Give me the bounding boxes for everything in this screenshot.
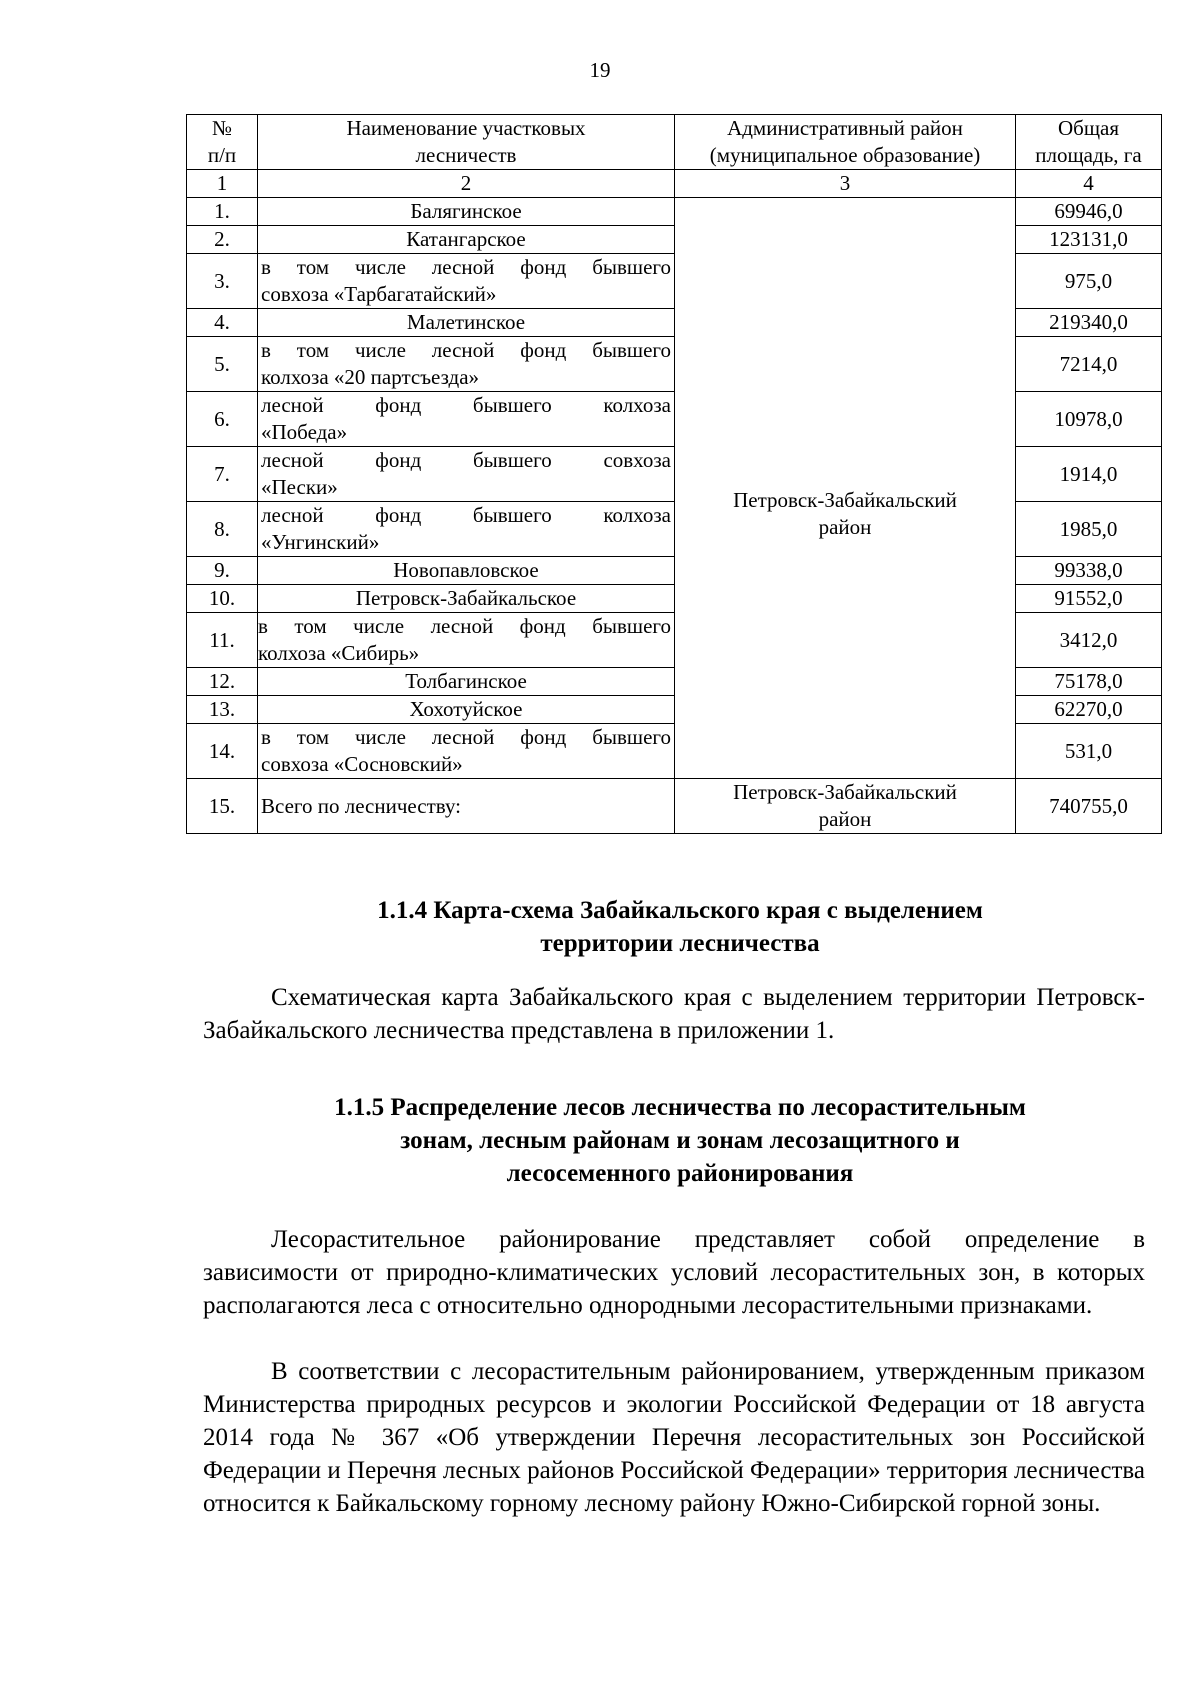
table-row (187, 198, 1162, 226)
row-area: 531,0 (1016, 724, 1162, 779)
section-heading-1-1-5: 1.1.5 Распределение лесов лесничества по лесорастительным зонам, лесным районам и зонам лесозащитного и лесосеменного районирования (334, 1094, 1026, 1187)
row-number: 2. (187, 226, 258, 254)
row-area: 1914,0 (1016, 447, 1162, 502)
row-name: лесной фонд бывшего колхоза «Победа» (258, 392, 675, 447)
row-area: 99338,0 (1016, 557, 1162, 585)
table-row (187, 502, 1162, 557)
row-name: Новопавловское (258, 557, 675, 585)
column-number-cell: 4 (1016, 170, 1162, 198)
column-number-cell: 3 (675, 170, 1016, 198)
total-district: Петровск-Забайкальский район (675, 779, 1016, 834)
row-number: 7. (187, 447, 258, 502)
row-area: 62270,0 (1016, 696, 1162, 724)
row-area: 219340,0 (1016, 309, 1162, 337)
row-name: Катангарское (258, 226, 675, 254)
header-cell-number: № п/п (187, 115, 258, 170)
row-area: 3412,0 (1016, 613, 1162, 668)
table-row (187, 226, 1162, 254)
row-number: 14. (187, 724, 258, 779)
table-row (187, 309, 1162, 337)
total-area: 740755,0 (1016, 779, 1162, 834)
paragraph-map-reference: Схематическая карта Забайкальского края с выделением территории Петровск-Забайкальского лесничества представлена в приложении 1. (203, 984, 1145, 1044)
row-area: 91552,0 (1016, 585, 1162, 613)
header-cell-district: Административный район (муниципальное образование) (675, 115, 1016, 170)
table-header-row (187, 115, 1162, 170)
row-name: лесной фонд бывшего колхоза «Унгинский» (258, 502, 675, 557)
table-row (187, 254, 1162, 309)
row-name: в том числе лесной фонд бывшего совхоза «Тарбагатайский» (258, 254, 675, 309)
table-total-row (187, 779, 1162, 834)
header-cell-name: Наименование участковых лесничеств (258, 115, 675, 170)
row-number: 10. (187, 585, 258, 613)
column-number-cell: 1 (187, 170, 258, 198)
table-row (187, 724, 1162, 779)
row-number: 5. (187, 337, 258, 392)
table-row (187, 668, 1162, 696)
column-number-cell: 2 (258, 170, 675, 198)
total-label: Всего по лесничеству: (258, 779, 675, 834)
row-number: 15. (187, 779, 258, 834)
table-row (187, 337, 1162, 392)
row-number: 8. (187, 502, 258, 557)
table-row (187, 447, 1162, 502)
table-row (187, 392, 1162, 447)
row-number: 13. (187, 696, 258, 724)
table-row (187, 613, 1162, 668)
row-name: Петровск-Забайкальское (258, 585, 675, 613)
row-number: 9. (187, 557, 258, 585)
row-name: Балягинское (258, 198, 675, 226)
row-number: 1. (187, 198, 258, 226)
row-number: 6. (187, 392, 258, 447)
row-name: Толбагинское (258, 668, 675, 696)
table-row (187, 585, 1162, 613)
row-name: в том числе лесной фонд бывшего колхоза «Сибирь» (258, 613, 675, 668)
column-number-row (187, 170, 1162, 198)
row-name: лесной фонд бывшего совхоза «Пески» (258, 447, 675, 502)
row-area: 69946,0 (1016, 198, 1162, 226)
table-row (187, 557, 1162, 585)
row-area: 75178,0 (1016, 668, 1162, 696)
header-cell-area: Общая площадь, га (1016, 115, 1162, 170)
forestry-table (186, 114, 1162, 834)
row-name: Хохотуйское (258, 696, 675, 724)
page-number: 19 (589, 58, 611, 82)
row-name: в том числе лесной фонд бывшего колхоза «20 партсъезда» (258, 337, 675, 392)
row-number: 11. (187, 613, 258, 668)
table-row (187, 696, 1162, 724)
paragraph-zoning-definition: Лесорастительное районирование представляет собой определение в зависимости от природно-климатических условий лесорастительных зон, в которых располагаются леса с относительно однородными лесорастительными признаками. (203, 1226, 1145, 1319)
row-area: 123131,0 (1016, 226, 1162, 254)
row-number: 3. (187, 254, 258, 309)
row-name: в том числе лесной фонд бывшего совхоза «Сосновский» (258, 724, 675, 779)
row-area: 975,0 (1016, 254, 1162, 309)
row-number: 12. (187, 668, 258, 696)
section-heading-1-1-4: 1.1.4 Карта-схема Забайкальского края с выделением территории лесничества (377, 897, 983, 957)
row-area: 1985,0 (1016, 502, 1162, 557)
row-area: 10978,0 (1016, 392, 1162, 447)
row-area: 7214,0 (1016, 337, 1162, 392)
paragraph-zoning-order: В соответствии с лесорастительным районированием, утвержденным приказом Министерства природных ресурсов и экологии Российской Федерации от 18 августа 2014 года № 367 «Об утверждении Перечня лесорастительных зон Российской Федерации и Перечня лесных районов Российской Федерации» территория лесничества относится к Байкальскому горному лесному району Южно-Сибирской горной зоны. (203, 1358, 1145, 1517)
district-merged-cell: Петровск-Забайкальский район (675, 198, 1016, 779)
row-name: Малетинское (258, 309, 675, 337)
row-number: 4. (187, 309, 258, 337)
